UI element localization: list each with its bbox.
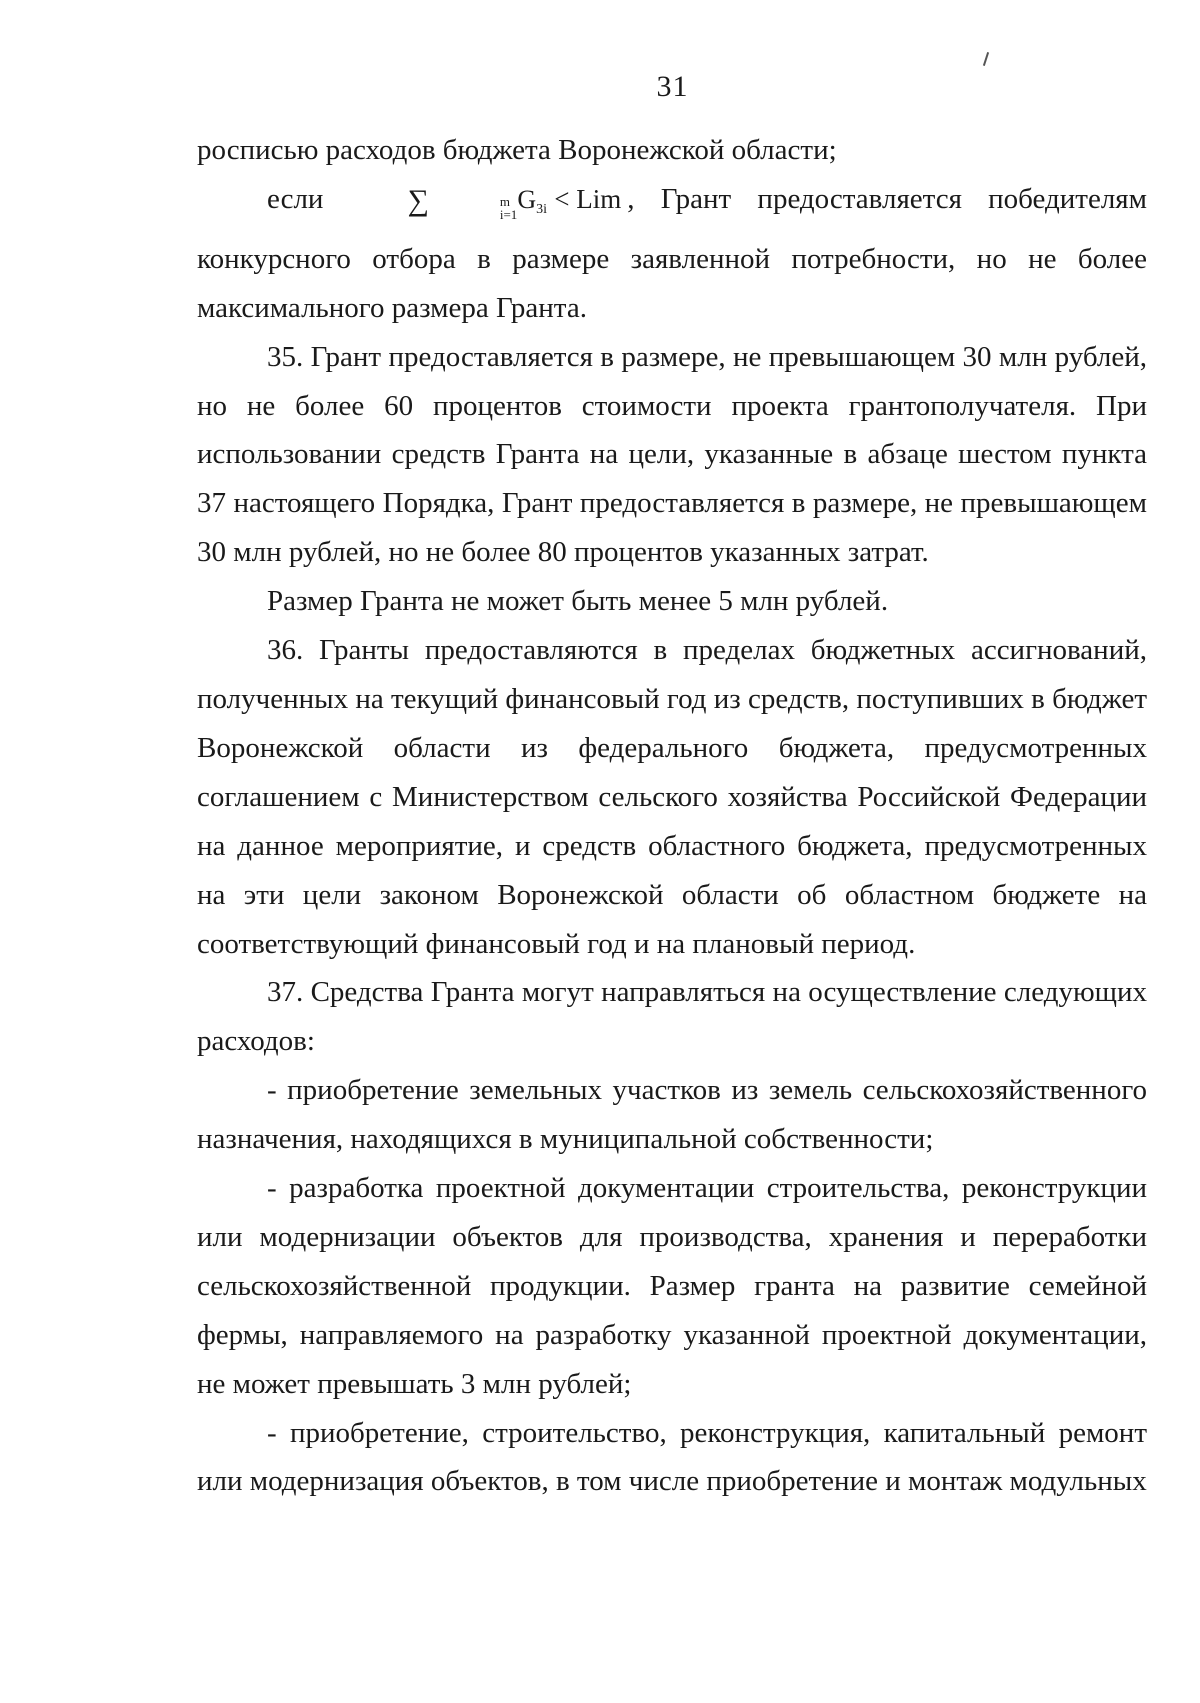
paragraph-37: 37. Средства Гранта могут направляться на осуществление следующих расходов: [197, 976, 1147, 1058]
paragraph-36: 36. Гранты предоставляются в пределах бюджетных ассигнований, полученных на текущий финансовый год из средств, поступивших в бюджет Воронежской области из федерального бюджета, предусмотренных соглашением с Министерством сельского хозяйства Российской Федерации на данное мероприятие, и средств областного бюджета, предусмотренных на эти цели законом Воронежской области об областном бюджете на соответствующий финансовый год и на плановый период. [197, 634, 1147, 960]
page-number: 31 [656, 70, 689, 103]
list-item-construction: - приобретение, строительство, реконструкция, капитальный ремонт или модернизация объектов, в том числе приобретение и монтаж модульных [197, 1416, 1147, 1498]
list-item-land: - приобретение земельных участков из земель сельскохозяйственного назначения, находящихся в муниципальной собственности; [197, 1074, 1147, 1156]
paragraph-formula [197, 175, 1147, 333]
list-item-design-docs: - разработка проектной документации строительства, реконструкции или модернизации объектов для производства, хранения и переработки сельскохозяйственной продукции. Размер гранта на развитие семейной фермы, направляемого на разработку указанной проектной документации, не может превышать 3 млн рублей; [197, 1172, 1147, 1400]
paragraph-min-size: Размер Гранта не может быть менее 5 млн рублей. [267, 585, 889, 618]
margin-tick-mark [983, 52, 989, 66]
sum-lower-limit: i=1 [499, 206, 518, 222]
formula-limit: < Lim [554, 183, 622, 214]
sum-formula [337, 175, 621, 235]
formula-continuation: , Грант предоставляется победителям конкурсного отбора в размере заявленной потребности, но не более максимального размера Гранта. [197, 182, 1147, 324]
sum-limits [430, 195, 517, 221]
formula-variable: G [517, 184, 537, 214]
document-body [197, 126, 1147, 1506]
paragraph-35: 35. Грант предоставляется в размере, не превышающем 30 млн рублей, но не более 60 процентов стоимости проекта грантополучателя. При использовании средств Гранта на цели, указанные в абзаце шестом пункта 37 настоящего Порядка, Грант предоставляется в размере, не превышающем 30 млн рублей, но не более 80 процентов указанных затрат. [197, 340, 1147, 569]
sigma-symbol: ∑ [407, 183, 429, 217]
sum-upper-limit: m [499, 193, 510, 209]
formula-subscript: 3i [536, 201, 547, 217]
formula-intro: если [267, 182, 324, 215]
paragraph-continuation: росписью расходов бюджета Воронежской области; [197, 134, 837, 166]
